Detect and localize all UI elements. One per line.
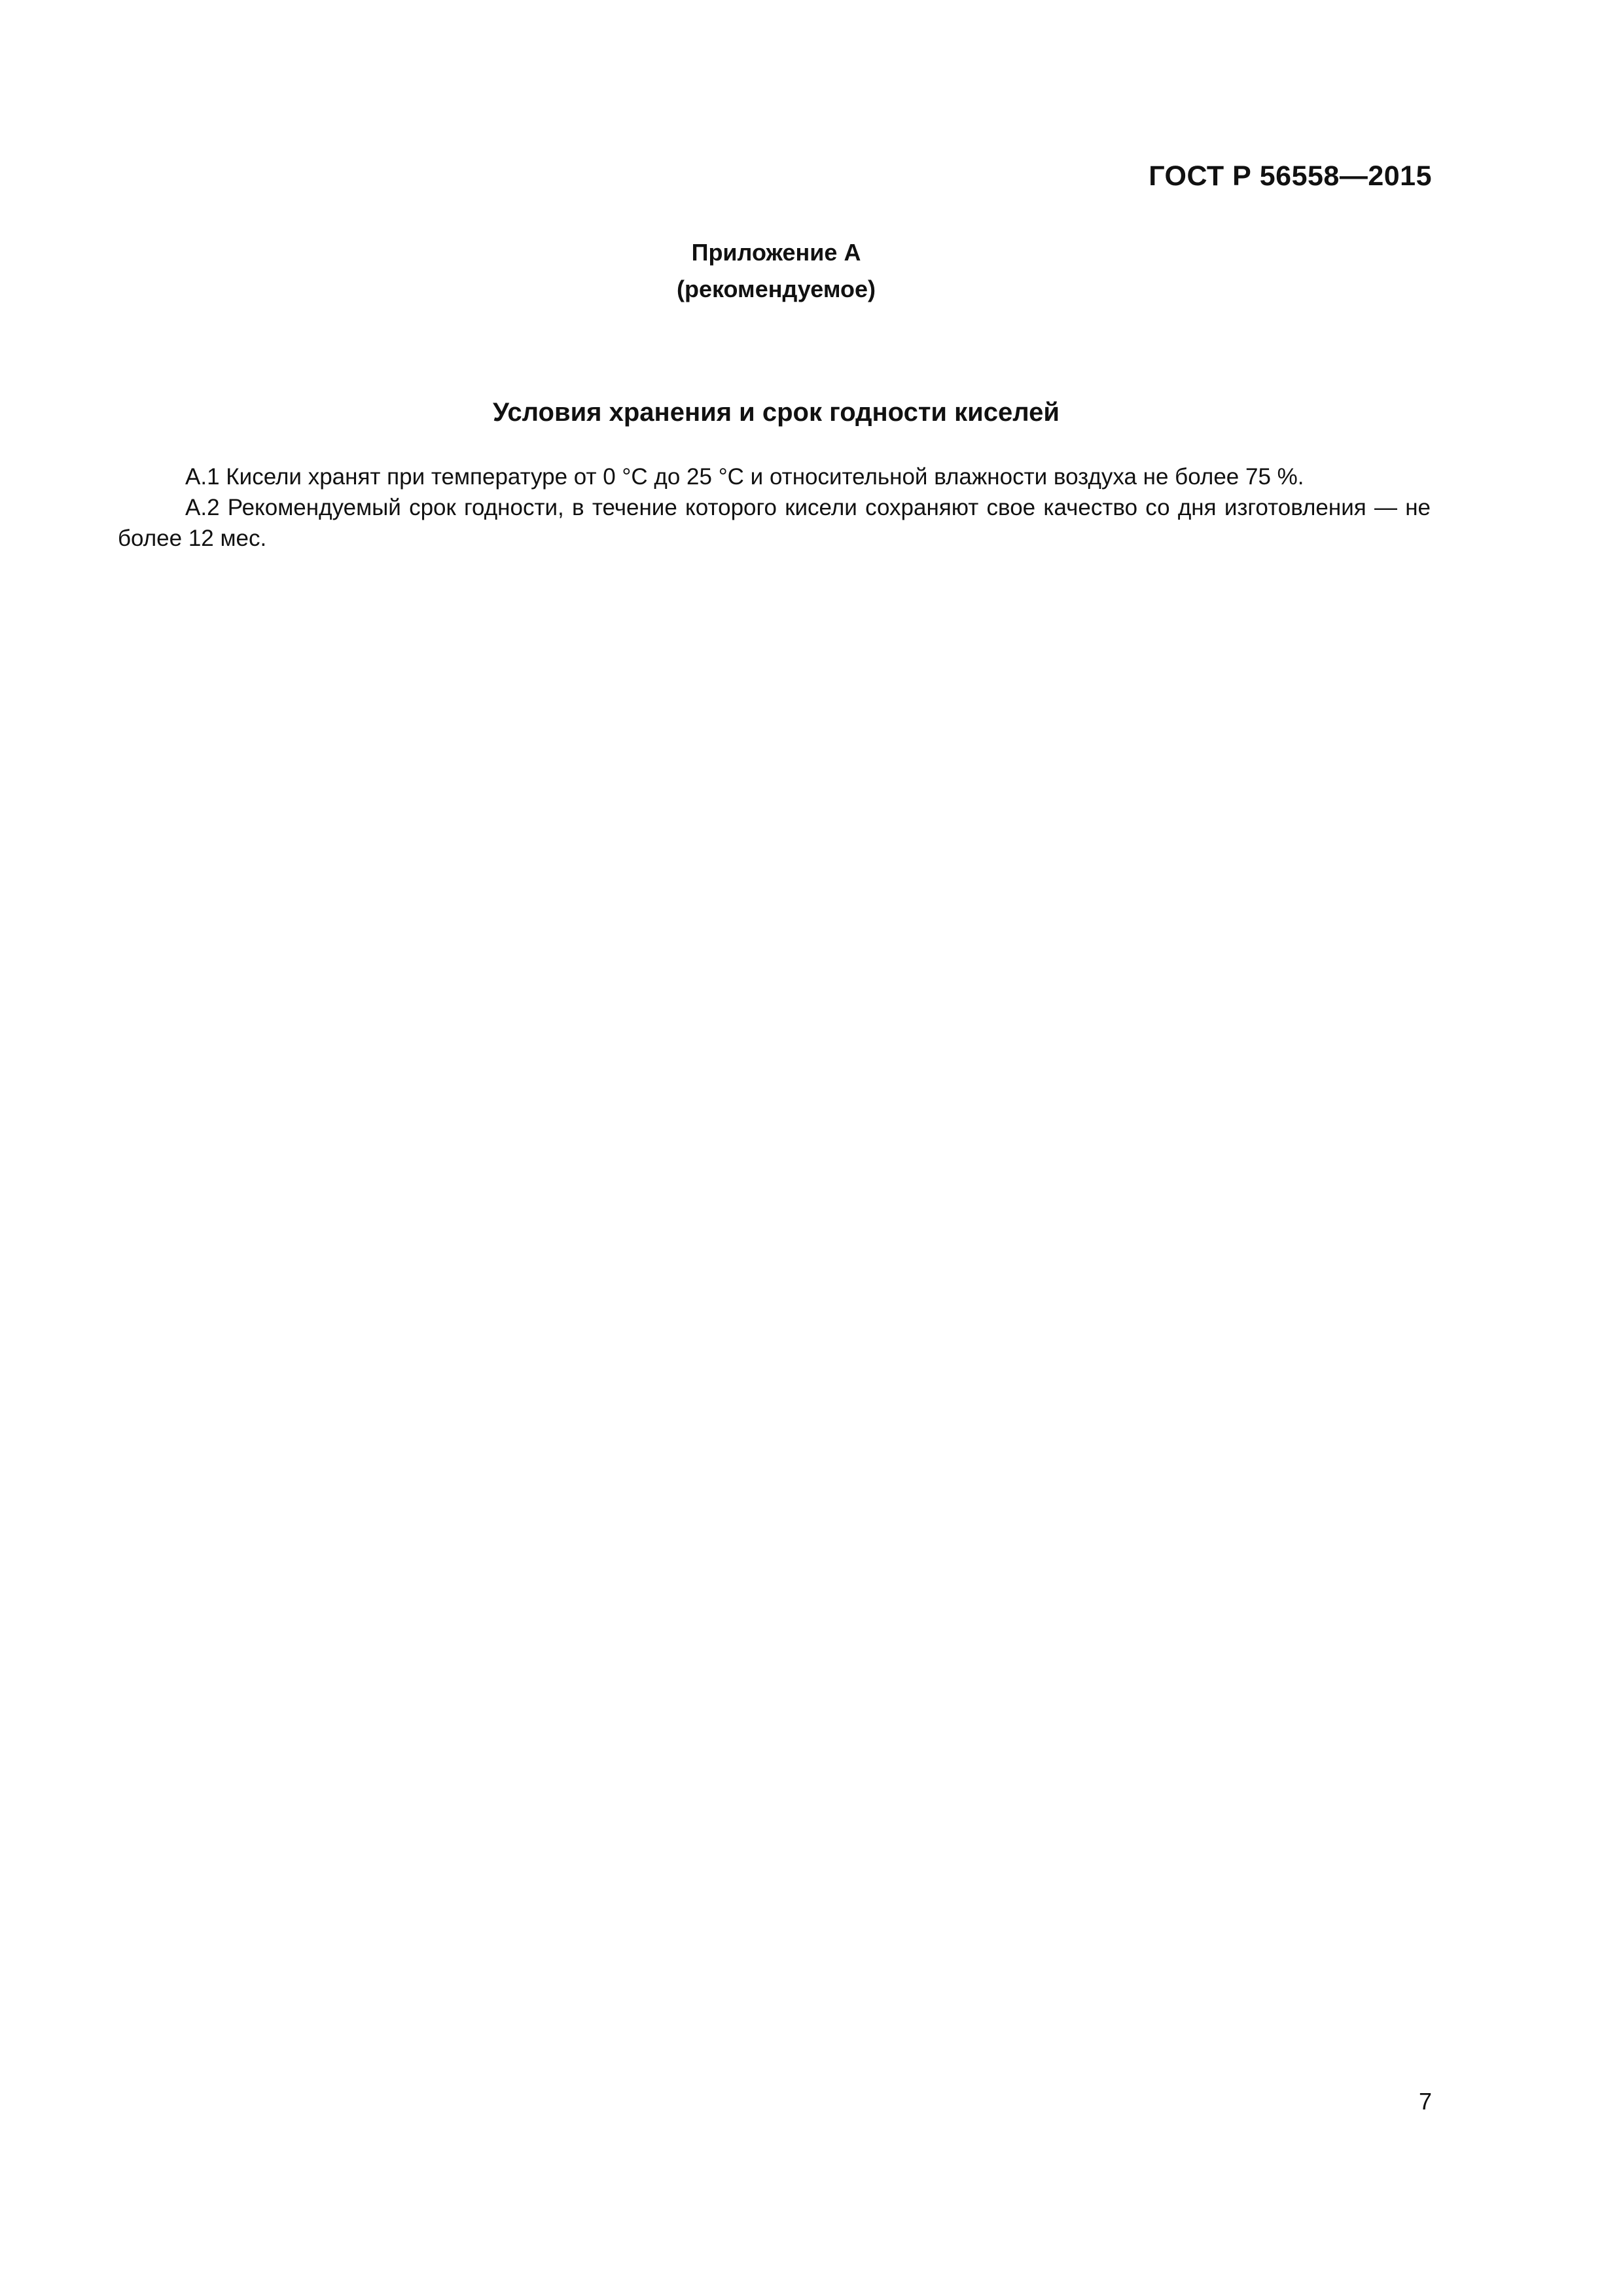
- paragraph-a2: А.2 Рекомендуемый срок годности, в течение которого кисели сохраняют свое качество со дня изготовления — не более 12 мес.: [118, 495, 1431, 551]
- page-number: 7: [1418, 2088, 1432, 2115]
- annex-title: Приложение А: [691, 239, 861, 266]
- annex-status: (рекомендуемое): [677, 276, 876, 302]
- annex-heading: [0, 234, 1552, 308]
- paragraph-a1: А.1 Кисели хранят при температуре от 0 °С до 25 °С и относительной влажности воздуха не более 75 %.: [185, 464, 1304, 490]
- section-title: Условия хранения и срок годности киселей: [493, 398, 1060, 427]
- document-code: ГОСТ Р 56558—2015: [1149, 160, 1432, 192]
- body-text: [118, 461, 1431, 554]
